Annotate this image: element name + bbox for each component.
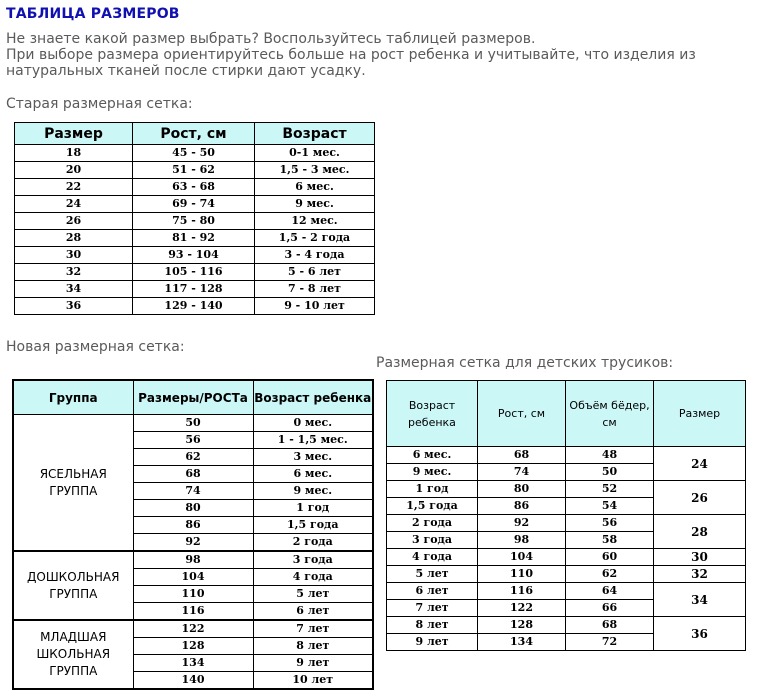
column-header: Рост, см bbox=[478, 381, 566, 447]
table-cell: 93 - 104 bbox=[133, 247, 255, 264]
table-cell: 52 bbox=[566, 481, 654, 498]
intro-text bbox=[6, 31, 746, 79]
column-header: Возраст bbox=[255, 123, 375, 145]
table-cell: 110 bbox=[478, 566, 566, 583]
table-cell: 9 мес. bbox=[255, 196, 375, 213]
table-cell: 4 года bbox=[387, 549, 478, 566]
table-cell: 6 лет bbox=[253, 603, 373, 621]
table-cell: 81 - 92 bbox=[133, 230, 255, 247]
pants-grid-heading: Размерная сетка для детских трусиков: bbox=[376, 355, 674, 371]
table-cell: 1,5 года bbox=[253, 517, 373, 534]
table-cell: 7 - 8 лет bbox=[255, 281, 375, 298]
table-cell: 48 bbox=[566, 447, 654, 464]
size-cell: 30 bbox=[654, 549, 746, 566]
column-header: Размеры/РОСТа bbox=[133, 380, 253, 415]
table-row bbox=[15, 298, 375, 315]
table-cell: 63 - 68 bbox=[133, 179, 255, 196]
column-header: Размер bbox=[15, 123, 133, 145]
table-cell: 4 года bbox=[253, 569, 373, 586]
pants-size-table bbox=[386, 380, 746, 651]
table-row bbox=[387, 583, 746, 600]
size-cell: 36 bbox=[654, 617, 746, 651]
table-cell: 7 лет bbox=[387, 600, 478, 617]
table-cell: 68 bbox=[133, 466, 253, 483]
new-size-table bbox=[12, 379, 374, 690]
table-cell: 140 bbox=[133, 672, 253, 690]
table-cell: 36 bbox=[15, 298, 133, 315]
column-header: Возраст ребенка bbox=[387, 381, 478, 447]
table-cell: 104 bbox=[133, 569, 253, 586]
table-row bbox=[15, 162, 375, 179]
table-cell: 6 мес. bbox=[253, 466, 373, 483]
table-row bbox=[13, 620, 373, 638]
table-cell: 128 bbox=[133, 638, 253, 655]
table-row bbox=[15, 196, 375, 213]
table-cell: 9 - 10 лет bbox=[255, 298, 375, 315]
table-cell: 54 bbox=[566, 498, 654, 515]
table-cell: 86 bbox=[478, 498, 566, 515]
table-cell: 22 bbox=[15, 179, 133, 196]
table-cell: 45 - 50 bbox=[133, 145, 255, 162]
table-cell: 10 лет bbox=[253, 672, 373, 690]
table-cell: 9 мес. bbox=[253, 483, 373, 500]
table-row bbox=[387, 481, 746, 498]
table-cell: 9 лет bbox=[387, 634, 478, 651]
table-cell: 122 bbox=[133, 620, 253, 638]
size-cell: 24 bbox=[654, 447, 746, 481]
table-row bbox=[15, 230, 375, 247]
table-cell: 66 bbox=[566, 600, 654, 617]
group-name-cell: МЛАДШАЯ ШКОЛЬНАЯ ГРУППА bbox=[13, 620, 133, 689]
table-cell: 32 bbox=[15, 264, 133, 281]
table-cell: 98 bbox=[478, 532, 566, 549]
group-name-cell: ДОШКОЛЬНАЯ ГРУППА bbox=[13, 551, 133, 620]
table-row bbox=[387, 617, 746, 634]
table-cell: 75 - 80 bbox=[133, 213, 255, 230]
table-cell: 9 мес. bbox=[387, 464, 478, 481]
table-cell: 122 bbox=[478, 600, 566, 617]
size-cell: 32 bbox=[654, 566, 746, 583]
column-header: Возраст ребенка bbox=[253, 380, 373, 415]
table-cell: 105 - 116 bbox=[133, 264, 255, 281]
table-cell: 92 bbox=[133, 534, 253, 552]
old-size-table bbox=[14, 122, 375, 315]
table-cell: 56 bbox=[133, 432, 253, 449]
table-cell: 1,5 - 2 года bbox=[255, 230, 375, 247]
table-cell: 51 - 62 bbox=[133, 162, 255, 179]
table-row bbox=[15, 264, 375, 281]
table-cell: 80 bbox=[133, 500, 253, 517]
intro-line-1: Не знаете какой размер выбрать? Воспользуйтесь таблицей размеров. bbox=[6, 31, 536, 47]
table-cell: 30 bbox=[15, 247, 133, 264]
table-row bbox=[15, 247, 375, 264]
table-cell: 68 bbox=[478, 447, 566, 464]
table-cell: 60 bbox=[566, 549, 654, 566]
size-cell: 26 bbox=[654, 481, 746, 515]
table-cell: 1 год bbox=[387, 481, 478, 498]
table-cell: 68 bbox=[566, 617, 654, 634]
new-grid-heading: Новая размерная сетка: bbox=[6, 339, 185, 355]
table-cell: 5 лет bbox=[253, 586, 373, 603]
table-cell: 12 мес. bbox=[255, 213, 375, 230]
column-header: Группа bbox=[13, 380, 133, 415]
table-cell: 8 лет bbox=[253, 638, 373, 655]
table-cell: 134 bbox=[478, 634, 566, 651]
table-cell: 28 bbox=[15, 230, 133, 247]
table-cell: 129 - 140 bbox=[133, 298, 255, 315]
table-cell: 18 bbox=[15, 145, 133, 162]
table-cell: 3 - 4 года bbox=[255, 247, 375, 264]
table-cell: 80 bbox=[478, 481, 566, 498]
table-cell: 7 лет bbox=[253, 620, 373, 638]
table-cell: 134 bbox=[133, 655, 253, 672]
table-cell: 72 bbox=[566, 634, 654, 651]
table-cell: 74 bbox=[478, 464, 566, 481]
old-grid-heading: Старая размерная сетка: bbox=[6, 96, 193, 112]
table-cell: 62 bbox=[133, 449, 253, 466]
table-row bbox=[15, 179, 375, 196]
table-cell: 3 мес. bbox=[253, 449, 373, 466]
table-cell: 69 - 74 bbox=[133, 196, 255, 213]
page-title: ТАБЛИЦА РАЗМЕРОВ bbox=[6, 6, 180, 22]
table-cell: 62 bbox=[566, 566, 654, 583]
table-cell: 0 мес. bbox=[253, 415, 373, 432]
table-cell: 3 года bbox=[387, 532, 478, 549]
column-header: Размер bbox=[654, 381, 746, 447]
table-cell: 50 bbox=[566, 464, 654, 481]
table-cell: 24 bbox=[15, 196, 133, 213]
table-cell: 92 bbox=[478, 515, 566, 532]
table-cell: 116 bbox=[133, 603, 253, 621]
intro-line-2: При выборе размера ориентируйтесь больше на рост ребенка и учитывайте, что изделия из натуральных тканей после стирки дают усадку. bbox=[6, 47, 696, 79]
table-row bbox=[15, 145, 375, 162]
group-name-cell: ЯСЕЛЬНАЯ ГРУППА bbox=[13, 415, 133, 552]
table-cell: 128 bbox=[478, 617, 566, 634]
table-cell: 74 bbox=[133, 483, 253, 500]
table-cell: 58 bbox=[566, 532, 654, 549]
table-cell: 26 bbox=[15, 213, 133, 230]
table-cell: 117 - 128 bbox=[133, 281, 255, 298]
table-cell: 5 лет bbox=[387, 566, 478, 583]
table-row bbox=[15, 281, 375, 298]
table-row bbox=[15, 213, 375, 230]
table-cell: 1 год bbox=[253, 500, 373, 517]
table-cell: 2 года bbox=[253, 534, 373, 552]
table-cell: 0-1 мес. bbox=[255, 145, 375, 162]
table-cell: 116 bbox=[478, 583, 566, 600]
table-cell: 50 bbox=[133, 415, 253, 432]
table-row bbox=[387, 515, 746, 532]
table-cell: 110 bbox=[133, 586, 253, 603]
table-cell: 8 лет bbox=[387, 617, 478, 634]
table-row bbox=[387, 549, 746, 566]
table-row bbox=[13, 551, 373, 569]
size-cell: 34 bbox=[654, 583, 746, 617]
size-cell: 28 bbox=[654, 515, 746, 549]
table-cell: 34 bbox=[15, 281, 133, 298]
table-cell: 3 года bbox=[253, 551, 373, 569]
table-cell: 64 bbox=[566, 583, 654, 600]
table-cell: 6 мес. bbox=[387, 447, 478, 464]
column-header: Объём бёдер, см bbox=[566, 381, 654, 447]
table-cell: 56 bbox=[566, 515, 654, 532]
table-cell: 20 bbox=[15, 162, 133, 179]
column-header: Рост, см bbox=[133, 123, 255, 145]
table-cell: 2 года bbox=[387, 515, 478, 532]
table-cell: 1 - 1,5 мес. bbox=[253, 432, 373, 449]
table-cell: 9 лет bbox=[253, 655, 373, 672]
table-cell: 104 bbox=[478, 549, 566, 566]
table-row bbox=[13, 415, 373, 432]
table-row bbox=[387, 566, 746, 583]
table-cell: 86 bbox=[133, 517, 253, 534]
table-cell: 5 - 6 лет bbox=[255, 264, 375, 281]
table-cell: 1,5 - 3 мес. bbox=[255, 162, 375, 179]
table-row bbox=[387, 447, 746, 464]
table-cell: 6 мес. bbox=[255, 179, 375, 196]
table-cell: 1,5 года bbox=[387, 498, 478, 515]
table-cell: 6 лет bbox=[387, 583, 478, 600]
table-cell: 98 bbox=[133, 551, 253, 569]
